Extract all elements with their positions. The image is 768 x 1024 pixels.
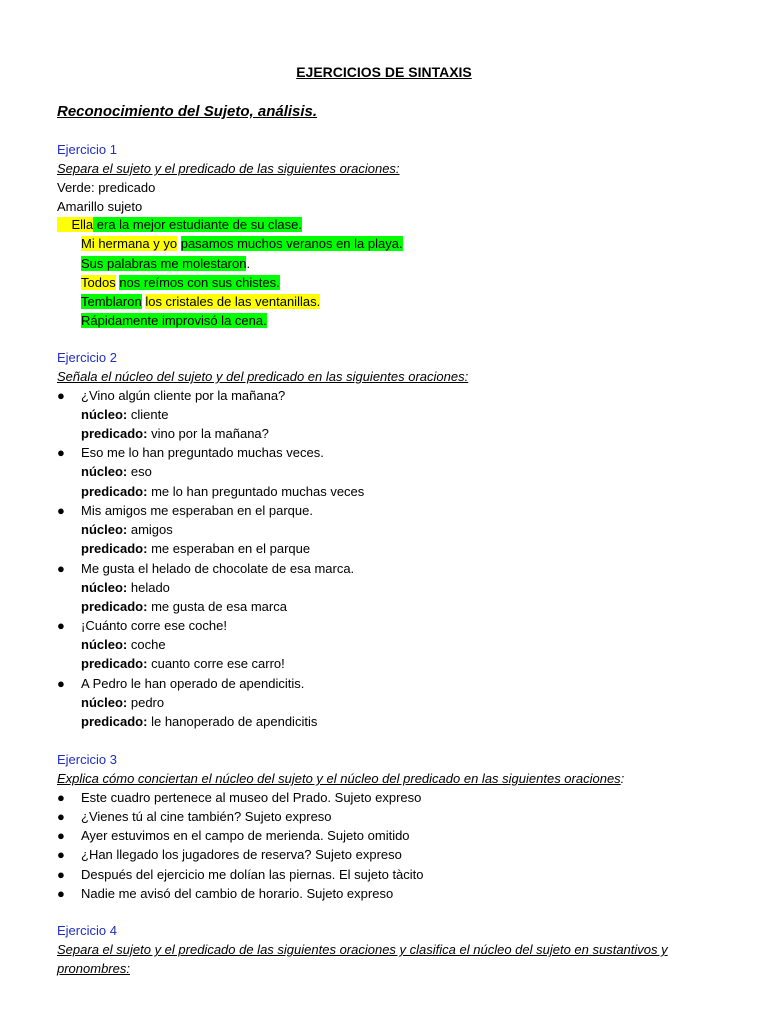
bullet-icon: ● [57,503,65,518]
nucleo-value: pedro [130,695,165,710]
pred-value: me gusta de esa marca [151,599,287,614]
exercise-4-instruction-line2: pronombres: [57,961,130,976]
exercise-1-heading: Ejercicio 1 [57,142,117,157]
ex2-nucleo-2 [81,464,152,479]
bullet-icon: ● [57,886,65,901]
sentence-5 [81,294,320,309]
pred-label: predicado: [81,656,148,671]
ex2-pred-2 [81,484,364,499]
sentence-2-subject: Mi hermana y yo [81,236,178,251]
ex3-item-3: Ayer estuvimos en el campo de merienda. Sujeto omitido [81,828,410,843]
ex2-pred-4 [81,599,287,614]
exercise-4-heading: Ejercicio 4 [57,923,117,938]
sentence-5-predicate: Temblaron [81,294,142,309]
pred-label: predicado: [81,484,148,499]
exercise-3-instruction [57,771,624,786]
nucleo-value: helado [130,580,170,595]
ex2-nucleo-4 [81,580,170,595]
ex2-sentence-2: Eso me lo han preguntado muchas veces. [81,445,324,460]
pred-value: me esperaban en el parque [151,541,311,556]
bullet-icon: ● [57,445,65,460]
nucleo-label: núcleo: [81,522,128,537]
ex2-pred-1 [81,426,269,441]
nucleo-value: cliente [130,407,169,422]
ex2-sentence-3: Mis amigos me esperaban en el parque. [81,503,313,518]
sentence-3 [81,256,250,271]
bullet-icon: ● [57,828,65,843]
sentence-1-subject: Ella [71,217,94,232]
sentence-2 [81,236,403,251]
legend-green: Verde: predicado [57,180,156,195]
sentence-4-predicate: nos reímos con sus chistes. [119,275,280,290]
ex2-sentence-5: ¡Cuánto corre ese coche! [81,618,227,633]
exercise-2-instruction: Señala el núcleo del sujeto y del predicado en las siguientes oraciones: [57,369,469,384]
ex2-pred-5 [81,656,285,671]
sentence-3-predicate: Sus palabras me molestaron [81,256,247,271]
exercise-3-instruction-colon: : [620,771,625,786]
bullet-icon: ● [57,388,65,403]
pred-label: predicado: [81,599,148,614]
nucleo-label: núcleo: [81,407,128,422]
exercise-3-instruction-text: Explica cómo conciertan el núcleo del sujeto y el núcleo del predicado en las siguientes oraciones [57,771,621,786]
ex2-sentence-6: A Pedro le han operado de apendicitis. [81,676,305,691]
nucleo-value: eso [130,464,152,479]
pred-value: le hanoperado de apendicitis [151,714,318,729]
nucleo-value: coche [130,637,166,652]
bullet-icon: ● [57,790,65,805]
bullet-icon: ● [57,867,65,882]
ex2-nucleo-3 [81,522,173,537]
bullet-icon: ● [57,809,65,824]
ex2-pred-6 [81,714,317,729]
bullet-icon: ● [57,847,65,862]
exercise-3-heading: Ejercicio 3 [57,752,117,767]
ex3-item-1: Este cuadro pertenece al museo del Prado. Sujeto expreso [81,790,422,805]
pred-value: vino por la mañana? [151,426,269,441]
legend-yellow: Amarillo sujeto [57,199,143,214]
sentence-3-period: . [246,256,251,271]
ex3-item-5: Después del ejercicio me dolían las piernas. El sujeto tàcito [81,867,424,882]
ex2-pred-3 [81,541,310,556]
pred-value: me lo han preguntado muchas veces [151,484,365,499]
sentence-2-predicate: pasamos muchos veranos en la playa. [180,236,403,251]
pred-label: predicado: [81,541,148,556]
bullet-icon: ● [57,561,65,576]
bullet-icon: ● [57,676,65,691]
sentence-1 [57,217,302,232]
sentence-4 [81,275,280,290]
nucleo-value: amigos [130,522,173,537]
ex3-item-2: ¿Vienes tú al cine también? Sujeto expreso [81,809,332,824]
pred-label: predicado: [81,426,148,441]
nucleo-label: núcleo: [81,464,128,479]
pred-label: predicado: [81,714,148,729]
nucleo-label: núcleo: [81,637,128,652]
ex3-item-6: Nadie me avisó del cambio de horario. Sujeto expreso [81,886,394,901]
exercise-1-instruction: Separa el sujeto y el predicado de las siguientes oraciones: [57,161,400,176]
ex2-nucleo-6 [81,695,164,710]
ex2-nucleo-1 [81,407,168,422]
exercise-4-instruction-line1: Separa el sujeto y el predicado de las siguientes oraciones y clasifica el núcleo del sujeto en sustantivos y [57,942,668,957]
exercise-2-heading: Ejercicio 2 [57,350,117,365]
pred-value: cuanto corre ese carro! [151,656,285,671]
sentence-1-predicate: era la mejor estudiante de su clase. [96,217,302,232]
nucleo-label: núcleo: [81,580,128,595]
bullet-icon: ● [57,618,65,633]
ex2-sentence-4: Me gusta el helado de chocolate de esa marca. [81,561,355,576]
ex2-nucleo-5 [81,637,166,652]
nucleo-label: núcleo: [81,695,128,710]
ex3-item-4: ¿Han llegado los jugadores de reserva? Sujeto expreso [81,847,402,862]
ex2-sentence-1: ¿Vino algún cliente por la mañana? [81,388,286,403]
sentence-6-predicate: Rápidamente improvisó la cena. [81,313,267,328]
sentence-4-subject: Todos [81,275,116,290]
sentence-6 [81,313,267,328]
document-title: EJERCICIOS DE SINTAXIS [296,64,472,80]
section-subtitle: Reconocimiento del Sujeto, análisis. [57,103,318,120]
sentence-5-subject: los cristales de las ventanillas. [145,294,321,309]
